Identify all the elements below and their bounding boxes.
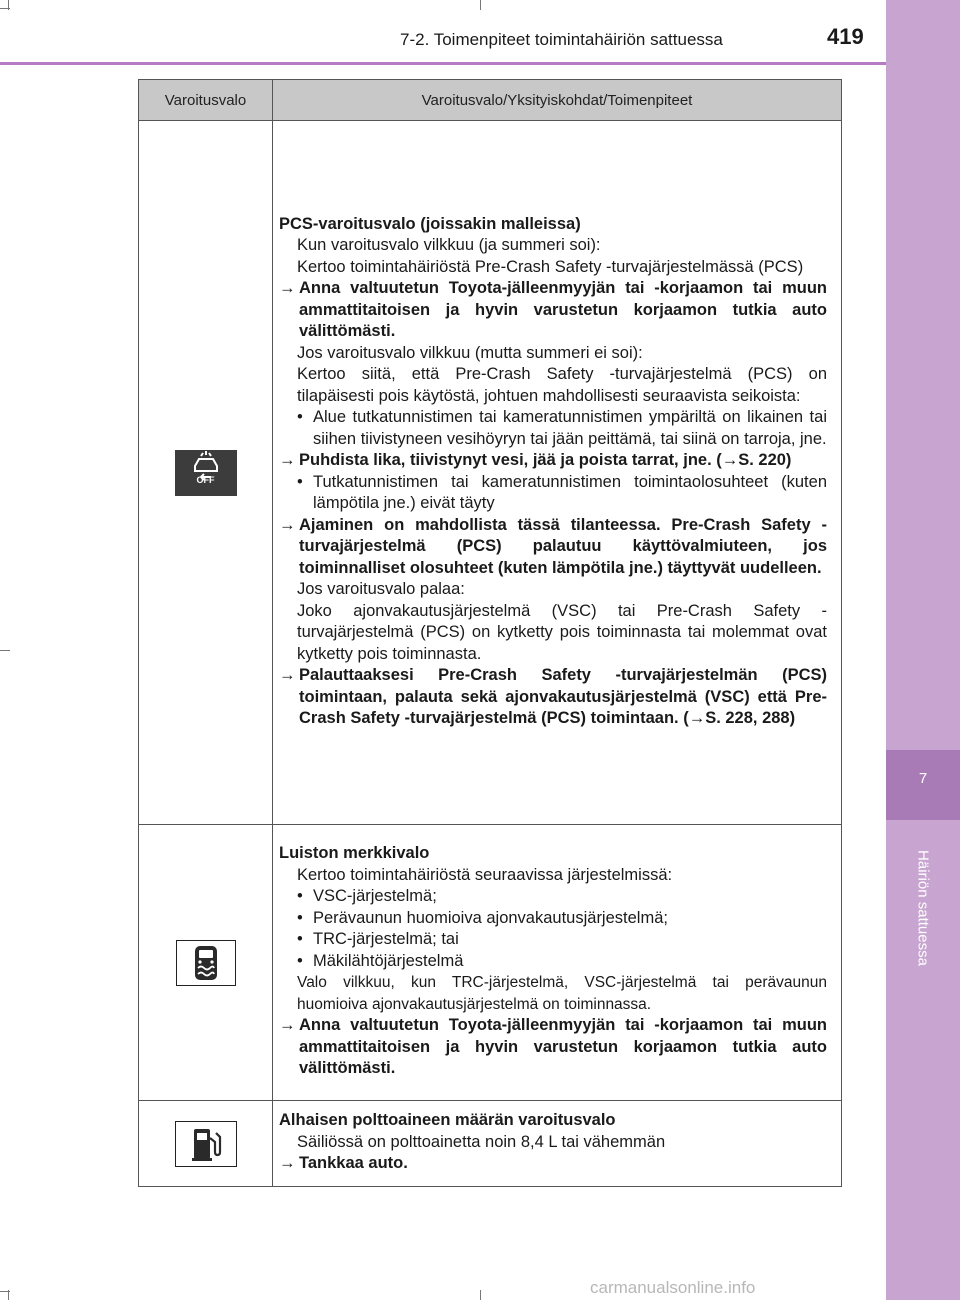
- text-line: Joko ajonvakautusjärjestelmä (VSC) tai Pre-Crash Safety -turvajärjestelmä (PCS) on kytketty pois toiminnasta tai molemmat ovat kytketty pois toiminnasta.: [297, 601, 827, 663]
- table-header-row: [139, 80, 842, 121]
- action-item: [279, 665, 827, 730]
- text-line: Kertoo siitä, että Pre-Crash Safety -turvajärjestelmä (PCS) on tilapäisesti pois käytöstä, johtuen mahdollisesti seuraavista seikoista:: [297, 365, 827, 405]
- watermark: carmanualsonline.info: [590, 1278, 756, 1297]
- bullet-item: [279, 951, 827, 973]
- table-row: [139, 825, 842, 1101]
- col-header-light: Varoitusvalo: [139, 80, 273, 121]
- action-item: [279, 1153, 827, 1175]
- action-item: [279, 278, 827, 343]
- action-item: [279, 450, 827, 472]
- text-line: Kun varoitusvalo vilkkuu (ja summeri soi):: [297, 236, 601, 254]
- col-header-details: Varoitusvalo/Yksityiskohdat/Toimenpiteet: [273, 80, 842, 121]
- text-line: Jos varoitusvalo vilkkuu (mutta summeri ei soi):: [297, 343, 643, 362]
- off-label: OFF: [196, 475, 215, 485]
- bullet-icon: •: [297, 908, 303, 927]
- pcs-title: PCS-varoitusvalo (joissakin malleissa): [279, 214, 581, 233]
- text-line: Valo vilkkuu, kun TRC-järjestelmä, VSC-järjestelmä tai perävaunun huomioiva ajonvakautusjärjestelmä on toiminnassa.: [297, 974, 827, 1013]
- action-text: Ajaminen on mahdollista tässä tilanteessa. Pre-Crash Safety -turvajärjestelmä (PCS) palautuu käyttövalmiuteen, jos toiminnalliset olosuhteet (kuten lämpötila jne.) täyttyvät uudelleen.: [299, 515, 827, 577]
- text-line: Kertoo toimintahäiriöstä Pre-Crash Safety -turvajärjestelmässä (PCS): [297, 257, 804, 276]
- crop-mark: [480, 1290, 481, 1300]
- details-cell: [273, 1101, 842, 1187]
- chapter-title: Häiriön sattuessa: [914, 850, 932, 966]
- bullet-text: Tutkatunnistimen tai kameratunnistimen toimintaolosuhteet (kuten lämpötila jne.) eivät täyty: [313, 472, 827, 512]
- arrow-icon: →: [279, 1154, 296, 1173]
- chapter-sidebar: [886, 0, 960, 1300]
- slip-indicator-icon: [176, 940, 236, 986]
- icon-cell: [139, 1101, 273, 1187]
- action-text: Anna valtuutetun Toyota-jälleenmyyjän tai -korjaamon tai muun ammattitaitoisen ja hyvin varustetun korjaamon tutkia auto välittömästi.: [299, 279, 827, 340]
- bullet-icon: •: [297, 472, 303, 491]
- bullet-icon: •: [297, 887, 303, 906]
- action-text: Tankkaa auto.: [299, 1154, 408, 1173]
- fuel-pump-icon: [175, 1121, 237, 1167]
- action-item: [279, 1015, 827, 1080]
- bullet-text: Alue tutkatunnistimen tai kameratunnistimen ympäriltä on likainen tai siihen tiivistyneen vesihöyryn tai jään peittämä, tai siinä on tarroja, jne.: [313, 408, 827, 448]
- details-cell: [273, 825, 842, 1101]
- action-text: Puhdista lika, tiivistynyt vesi, jää ja poista tarrat, jne. (→S. 220): [299, 451, 792, 469]
- chapter-number: 7: [918, 770, 928, 787]
- bullet-icon: •: [297, 951, 303, 970]
- action-item: [279, 515, 827, 580]
- table-row: [139, 1101, 842, 1187]
- text-line: Jos varoitusvalo palaa:: [297, 580, 465, 598]
- arrow-icon: →: [279, 666, 296, 684]
- table-row: [139, 121, 842, 825]
- crop-mark: [0, 650, 10, 651]
- bullet-icon: •: [297, 930, 303, 949]
- bullet-item: [279, 929, 827, 951]
- bullet-text: VSC-järjestelmä;: [313, 887, 437, 906]
- crop-mark: [8, 0, 9, 10]
- warning-light-table: [138, 79, 842, 1187]
- section-title: 7-2. Toimenpiteet toimintahäiriön sattuessa: [400, 30, 723, 49]
- bullet-item: [279, 472, 827, 515]
- icon-cell: [139, 825, 273, 1101]
- header-divider: [0, 62, 886, 65]
- details-cell: [273, 121, 842, 825]
- icon-cell: [139, 121, 273, 825]
- fuel-title: Alhaisen polttoaineen määrän varoitusvalo: [279, 1111, 616, 1130]
- crop-mark: [8, 1290, 9, 1300]
- arrow-icon: →: [279, 279, 296, 297]
- crop-mark: [480, 0, 481, 10]
- bullet-text: Mäkilähtöjärjestelmä: [313, 951, 464, 970]
- text-line: Kertoo toimintahäiriöstä seuraavissa järjestelmissä:: [297, 865, 673, 884]
- arrow-icon: →: [279, 451, 296, 469]
- page-number: 419: [827, 24, 864, 49]
- bullet-item: [279, 407, 827, 450]
- bullet-item: [279, 886, 827, 908]
- pcs-off-warning-icon: [175, 450, 237, 496]
- action-text: Anna valtuutetun Toyota-jälleenmyyjän tai -korjaamon tai muun ammattitaitoisen ja hyvin varustetun korjaamon tutkia auto välittömästi.: [299, 1016, 827, 1078]
- text-line: Säiliössä on polttoainetta noin 8,4 L tai vähemmän: [297, 1132, 666, 1151]
- bullet-text: Perävaunun huomioiva ajonvakautusjärjestelmä;: [313, 908, 668, 927]
- arrow-icon: →: [279, 1016, 296, 1035]
- arrow-icon: →: [279, 515, 296, 534]
- action-text: Palauttaaksesi Pre-Crash Safety -turvajärjestelmän (PCS) toimintaan, palauta sekä ajonvakautusjärjestelmä (VSC) että Pre-Crash Safety -turvajärjestelmä (PCS) toimintaan. (→S. 228, 288): [299, 666, 827, 727]
- bullet-icon: •: [297, 408, 303, 426]
- bullet-item: [279, 908, 827, 930]
- bullet-text: TRC-järjestelmä; tai: [313, 930, 459, 949]
- slip-title: Luiston merkkivalo: [279, 844, 430, 863]
